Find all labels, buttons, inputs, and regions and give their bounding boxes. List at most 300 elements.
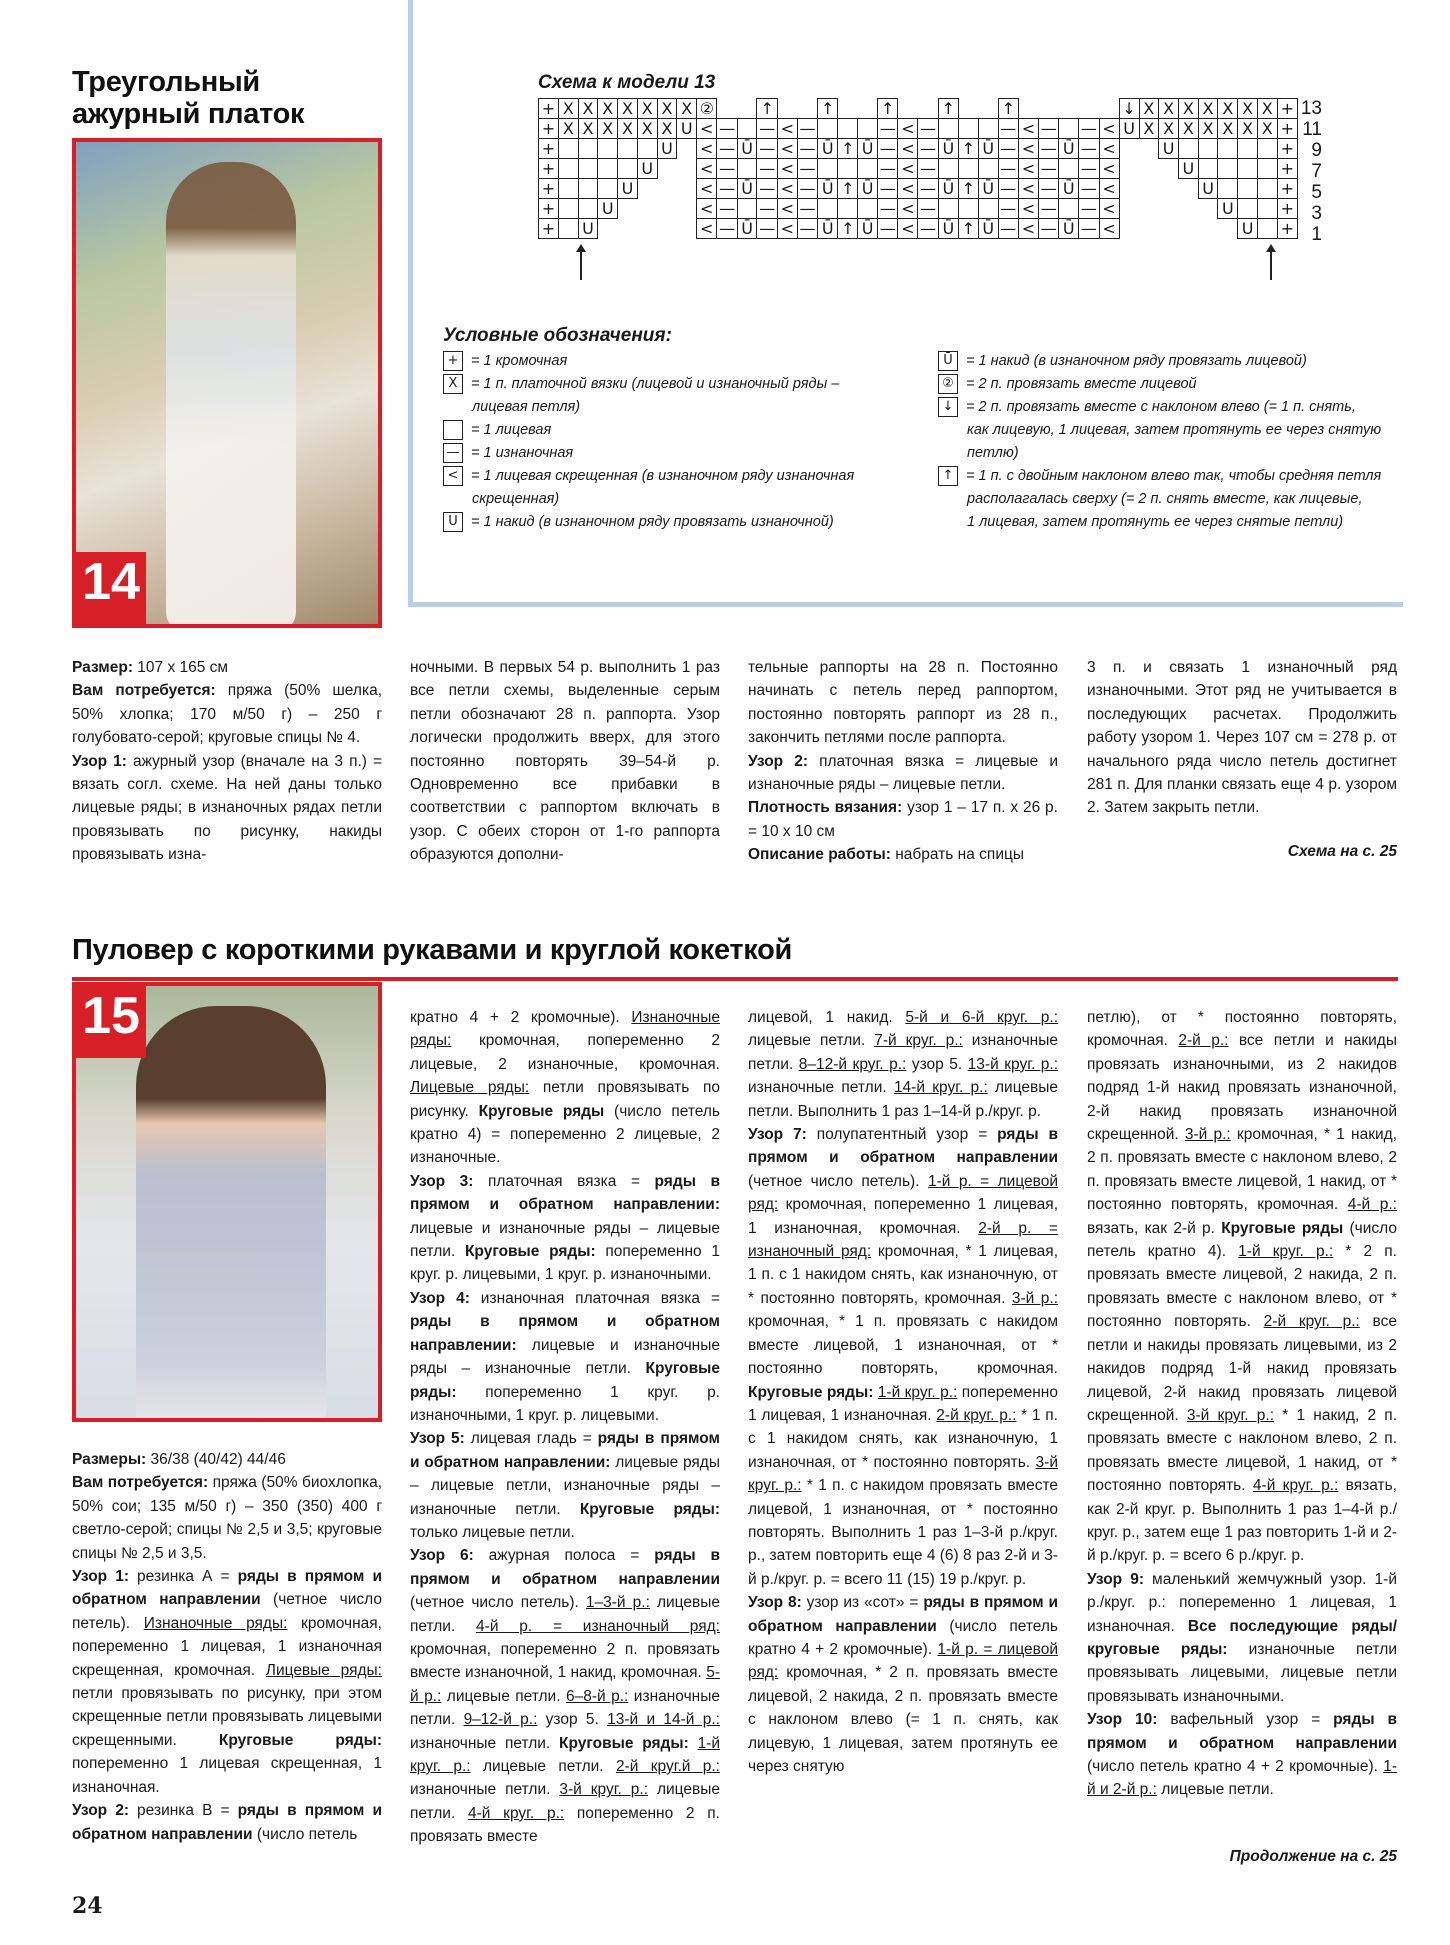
chart-cell: X [559,119,579,139]
chart-cell: + [539,119,559,139]
chart-cell: X [657,99,677,119]
chart-cell: — [918,159,938,179]
chart-cell: X [1178,99,1198,119]
legend-item: ② = 2 п. провязать вместе лицевой [938,373,1388,396]
chart-cell: — [1039,119,1059,139]
chart-cell: Ū [818,219,838,239]
chart-cell: Ū [737,139,757,159]
section-divider [72,977,1398,981]
chart-cell [737,99,757,119]
chart-cell [677,219,697,239]
model15-number-badge: 15 [76,986,146,1058]
chart-cell [737,159,757,179]
chart-cell: U [1178,159,1198,179]
legend-item: ↑ = 1 п. с двойным наклоном влево так, чтобы средняя петля [938,465,1388,488]
chart-cell [1139,159,1159,179]
chart-cell [978,159,998,179]
chart-cell: X [618,119,638,139]
chart-cell [1257,219,1277,239]
chart-cell: X [598,99,618,119]
chart-cell [657,159,677,179]
page-number: 24 [72,1893,103,1919]
chart-cell: < [898,199,918,219]
chart-cell [1119,199,1139,219]
chart-cell: Ū [978,179,998,199]
chart-cell: Ū [938,139,958,159]
chart-cell [1119,179,1139,199]
chart-cell: U [1238,219,1258,239]
chart-cell [898,99,918,119]
chart-cell: — [1039,179,1059,199]
chart-cell: — [878,139,898,159]
row-number: 7 [1311,161,1322,182]
chart-cell [938,199,958,219]
chart-cell: Ū [938,219,958,239]
chart-cell [1238,139,1258,159]
double-decrease-icon: ↑ [938,466,958,486]
chart-cell [578,199,598,219]
chart-cell: < [697,119,717,139]
chart-cell [938,119,958,139]
chart-cell [637,199,657,219]
chart-cell [1238,199,1258,219]
chart-cell: < [898,219,918,239]
chart-cell [1059,99,1079,119]
legend-right: Ū = 1 накид (в изнаночном ряду провязать лицевой) ② = 2 п. провязать вместе лицевой ↓ = 2 п. провязать вместе с наклоном влево (= 1 п. снять, как лицевую, 1 лицевая, затем протянуть ее через снятую петлю) ↑ = 1 п. с двойным наклоном влево так, чтобы средняя петля располагалась сверху (= 2 п. снять вместе, как лицевые, 1 лицевая, затем протянуть ее через снятые петли) [938,350,1388,534]
chart-cell [677,139,697,159]
repeat-end-arrow-head [1266,244,1276,252]
model14-column-3: тельные раппорты на 28 п. Постоянно начинать с петель перед раппортом, постоянно повторять раппорт из 28 п., закончить петлями после раппорта. Узор 2: платочная вязка = лицевые и изнаночные ряды – лицевые петли. Плотность вязания: узор 1 – 17 п. х 26 р. = 10 х 10 см Описание работы: набрать на спицы [748,659,1059,864]
chart-cell: < [1019,199,1039,219]
chart-cell: Ū [737,179,757,199]
chart-cell [958,119,978,139]
chart-cell: U [1119,119,1139,139]
chart-cell: U [578,219,598,239]
chart-cell [657,179,677,199]
ssk-icon: ↓ [938,397,958,417]
chart-cell: — [998,199,1018,219]
chart-row [539,159,1298,179]
chart-cell [598,159,618,179]
chart-cell: — [797,119,817,139]
chart-cell: — [1079,199,1099,219]
model14-number-badge: 14 [76,552,146,624]
chart-cell: — [717,219,737,239]
chart-cell [559,199,579,219]
chart-cell: Ū [1059,219,1079,239]
chart-cell [1019,99,1039,119]
chart-cell: — [1079,139,1099,159]
chart-cell [578,139,598,159]
chart-row [539,219,1298,239]
chart-cell: — [797,139,817,159]
model15-continued-note: Продолжение на с. 25 [1229,1848,1397,1865]
chart-row [539,99,1298,119]
chart-cell: Ū [1059,139,1079,159]
chart-cell [818,159,838,179]
chart-cell: < [697,199,717,219]
chart-cell: ↑ [838,219,858,239]
chart-cell: X [598,119,618,139]
chart-cell: Ū [1059,179,1079,199]
chart-cell [938,159,958,179]
chart-cell [1099,99,1119,119]
chart-cell: U [677,119,697,139]
chart-cell [717,99,737,119]
chart-cell: — [717,159,737,179]
chart-cell: Ū [978,139,998,159]
model14-photo [72,138,382,628]
chart-cell: — [757,159,777,179]
chart-cell: — [757,139,777,159]
chart-cell: — [797,179,817,199]
chart-cell [777,99,797,119]
model-figure [136,1006,326,1422]
chart-cell [1139,219,1159,239]
chart-cell: ② [697,99,717,119]
legend-title: Условные обозначения: [443,325,672,346]
chart-cell: X [578,119,598,139]
legend-item: Ū = 1 накид (в изнаночном ряду провязать лицевой) [938,350,1388,373]
chart-cell: — [717,199,737,219]
knit-stitch-icon [443,420,463,440]
chart-cell [1238,159,1258,179]
chart-cell [1059,119,1079,139]
chart-cell [598,179,618,199]
chart-cell: Ū [818,179,838,199]
chart-cell: < [777,179,797,199]
chart-cell [1257,199,1277,219]
chart-cell: Ū [818,139,838,159]
chart-cell [578,179,598,199]
chart-cell: < [1099,139,1119,159]
chart-cell: X [1238,99,1258,119]
chart-cell [838,119,858,139]
chart-cell [618,139,638,159]
chart-cell [598,139,618,159]
row-number: 9 [1311,140,1322,161]
chart-cell [677,179,697,199]
chart-cell: X [578,99,598,119]
chart-cell [1198,159,1218,179]
chart-cell: < [898,179,918,199]
chart-cell [1198,139,1218,159]
yarn-over-knit-icon: Ū [938,351,958,371]
chart-cell: < [1019,179,1039,199]
repeat-start-arrow-icon [580,248,582,280]
chart-cell: < [898,119,918,139]
chart-cell [978,99,998,119]
legend-item: X = 1 п. платочной вязки (лицевой и изнаночный ряды – [443,373,913,396]
model14-column-4: 3 п. и связать 1 изнаночный ряд изнаночными. Этот ряд не учитывается в последующих расчетах. Продолжить работу узором 1. Через 107 см = 278 р. от начального ряда число петель достигнет 281 п. Для планки связать еще 4 р. узором 2. Затем закрыть петли. [1087,659,1397,817]
chart-cell: X [1238,119,1258,139]
model-figure [166,162,296,628]
chart-cell [1159,179,1179,199]
chart-cell: ↑ [958,139,978,159]
chart-cell: — [878,199,898,219]
chart-cell: — [797,219,817,239]
chart-cell: — [757,179,777,199]
chart-cell: — [878,159,898,179]
legend-item: — = 1 изнаночная [443,442,913,465]
chart-cell: — [998,139,1018,159]
chart-cell: U [1218,199,1238,219]
chart-cell: U [1159,139,1179,159]
chart-cell: — [918,119,938,139]
chart-cell [1218,139,1238,159]
chart-row-numbers [1292,98,1322,245]
chart-cell [978,119,998,139]
chart-cell [1059,199,1079,219]
chart-cell [958,159,978,179]
chart-cell: — [878,119,898,139]
chart-cell: + [1277,139,1297,159]
purl-stitch-icon: — [443,443,463,463]
chart-cell: < [777,139,797,159]
chart-cell [559,139,579,159]
chart-cell [1178,199,1198,219]
model15-photo [72,982,382,1422]
chart-cell [737,119,757,139]
chart-cell [637,179,657,199]
chart-cell [1257,139,1277,159]
chart-cell: — [1079,179,1099,199]
chart-cell: < [898,139,918,159]
chart-cell: + [539,179,559,199]
chart-cell: Ū [858,219,878,239]
chart-cell: < [1099,119,1119,139]
chart-cell: — [717,139,737,159]
chart-cell: X [677,99,697,119]
garter-stitch-icon: X [443,374,463,394]
chart-cell: + [1277,199,1297,219]
chart-cell [1059,159,1079,179]
chart-cell: < [777,159,797,179]
chart-row [539,139,1298,159]
chart-cell [618,219,638,239]
model14-column-1: Размер: 107 х 165 см Вам потребуется: пряжа (50% шелка, 50% хлопка; 170 м/50 г) – 250 г голубовато-серой; круговые спицы № 4. Узор 1: ажурный узор (вначале на 3 п.) = вязать согл. схеме. На ней даны только лицевые ряды; в изнаночных рядах петли провязывать по рисунку, накиды провязывать изна- [72,659,382,864]
chart-cell: < [777,119,797,139]
chart-cell: X [1198,99,1218,119]
legend-item: + = 1 кромочная [443,350,913,373]
chart-cell [1198,199,1218,219]
chart-cell: ↑ [878,99,898,119]
model15-title: Пуловер с короткими рукавами и круглой кокеткой [72,934,793,966]
chart-row [539,119,1298,139]
chart-cell [677,199,697,219]
chart-cell: < [777,199,797,219]
chart-cell: < [697,159,717,179]
edge-stitch-icon: + [443,351,463,371]
chart-cell [838,159,858,179]
chart-cell: — [1039,199,1059,219]
chart-cell [1139,199,1159,219]
chart-cell [1159,219,1179,239]
chart-cell [1139,139,1159,159]
chart-cell: — [998,119,1018,139]
model14-continued-note: Схема на с. 25 [1287,843,1397,860]
chart-cell: U [657,139,677,159]
chart-cell: ↑ [838,179,858,199]
chart-cell: — [797,199,817,219]
chart-cell: < [777,219,797,239]
chart-cell [637,219,657,239]
chart-cell [818,119,838,139]
chart-cell: — [757,199,777,219]
chart-cell: — [757,219,777,239]
legend-item: U = 1 накид (в изнаночном ряду провязать изнаночной) [443,511,913,534]
row-number: 13 [1300,98,1322,119]
chart-cell [598,219,618,239]
chart-cell: X [1139,119,1159,139]
knitting-chart [538,98,1298,258]
chart-cell [858,99,878,119]
chart-cell [618,199,638,219]
chart-cell: Ū [858,139,878,159]
chart-cell: < [1099,179,1119,199]
chart-cell [858,159,878,179]
chart-cell [1178,219,1198,239]
chart-cell: + [539,159,559,179]
chart-cell: < [1099,159,1119,179]
chart-cell: X [1218,119,1238,139]
chart-cell: X [1139,99,1159,119]
chart-cell: X [1178,119,1198,139]
row-number: 11 [1302,119,1322,140]
chart-cell [1119,159,1139,179]
chart-cell: — [998,159,1018,179]
chart-cell [838,199,858,219]
chart-cell: X [618,99,638,119]
chart-cell: + [539,139,559,159]
chart-cell [1079,99,1099,119]
chart-cell: < [1019,159,1039,179]
chart-cell [1119,219,1139,239]
model15-column-2: кратно 4 + 2 кромочные). Изнаночные ряды: кромочная, попеременно 2 лицевые, 2 изнаночные, кромочная. Лицевые ряды: петли провязывать по рисунку. Круговые ряды (число петель кратно 4) = попеременно 2 лицевые, 2 изнаночные. Узор 3: платочная вязка = ряды в прямом и обратном направлении: лицевые и изнаночные ряды – лицевые петли. Круговые ряды: попеременно 1 круг. р. лицевыми, 1 круг. р. изнаночными. Узор 4: изнаночная платочная вязка = ряды в прямом и обратном направлении: лицевые и изнаночные ряды – изнаночные петли. Круговые ряды: попеременно 1 круг. р. изнаночными, 1 круг. р. лицевыми. Узор 5: лицевая гладь = ряды в прямом и обратном направлении: лицевые ряды – лицевые петли, изнаночные ряды – изнаночные петли. Круговые ряды: только лицевые петли. Узор 6: ажурная полоса = ряды в прямом и обратном направлении (четное число петель). 1–3-й р.: лицевые петли. 4-й р. = изнаночный ряд: кромочная, попеременно 2 п. провязать вместе изнаночной, 1 накид, кромочная. 5-й р.: лицевые петли. 6–8-й р.: изнаночные петли. 9–12-й р.: узор 5. 13-й и 14-й р.: изнаночные петли. Круговые ряды: 1-й круг. р.: лицевые петли. 2-й круг.й р.: изнаночные петли. 3-й круг. р.: лицевые петли. 4-й круг. р.: попеременно 2 п. провязать вместе [410,1009,721,1846]
chart-cell: — [797,159,817,179]
chart-cell: — [1039,159,1059,179]
legend-item: < = 1 лицевая скрещенная (в изнаночном ряду изнаночная [443,465,913,488]
chart-cell: ↑ [958,219,978,239]
chart-row [539,179,1298,199]
model14-column-2: ночными. В первых 54 р. выполнить 1 раз все петли схемы, выделенные серым петли обозначают 28 п. раппорта. Узор логически продолжить вверх, для этого постоянно повторять 39–54-й р. Одновременно все прибавки в соответствии с раппортом включать в узор. С обеих сторон от 1-го раппорта образуются дополни- [410,659,720,864]
chart-cell [1159,159,1179,179]
chart-cell: ↑ [838,139,858,159]
chart-cell: < [1099,219,1119,239]
chart-cell: U [637,159,657,179]
chart-cell [1178,139,1198,159]
legend-item: = 1 лицевая [443,419,913,442]
chart-cell: < [1019,119,1039,139]
chart-cell [637,139,657,159]
chart-cell: — [918,139,938,159]
chart-cell: — [717,119,737,139]
chart-cell: — [1079,159,1099,179]
chart-cell: — [1079,219,1099,239]
chart-cell: Ū [737,219,757,239]
chart-cell: — [878,219,898,239]
chart-cell: X [1159,99,1179,119]
chart-cell: X [1218,99,1238,119]
chart-cell [797,99,817,119]
chart-cell: U [598,199,618,219]
chart-cell [657,219,677,239]
row-number: 5 [1311,182,1322,203]
chart-cell [1198,219,1218,239]
chart-cell: — [757,119,777,139]
chart-cell [559,179,579,199]
chart-cell: + [1277,159,1297,179]
chart-cell [858,119,878,139]
row-number: 1 [1311,224,1322,245]
chart-cell: < [1019,219,1039,239]
chart-cell [1139,179,1159,199]
legend-left: + = 1 кромочная X = 1 п. платочной вязки (лицевой и изнаночный ряды – лицевая петля) = 1 лицевая — = 1 изнаночная < = 1 лицевая скрещенная (в изнаночном ряду изнаночная скрещенная) U = 1 накид (в изнаночном ряду провязать изнаночной) [443,350,913,534]
chart-cell: + [1277,119,1297,139]
chart-cell: ↓ [1119,99,1139,119]
model15-column-1: Размеры: 36/38 (40/42) 44/46 Вам потребуется: пряжа (50% биохлопка, 50% сои; 135 м/50 г) – 350 (350) 400 г светло-серой; спицы № 2,5 и 3,5; круговые спицы № 2,5 и 3,5. Узор 1: резинка А = ряды в прямом и обратном направлении (четное число петель). Изнаночные ряды: кромочная, попеременно 1 лицевая, 1 изнаночная скрещенная, кромочная. Лицевые ряды: петли провязывать по рисунку, при этом скрещенные петли провязывать лицевыми скрещенными. Круговые ряды: попеременно 1 лицевая скрещенная, 1 изнаночная. Узор 2: резинка В = ряды в прямом и обратном направлении (число петель [72,1451,383,1843]
chart-cell: — [918,199,938,219]
model15-column-4: петлю), от * постоянно повторять, кромочная. 2-й р.: все петли и накиды провязать изнаночными, из 2 накидов подряд 1-й накид провязать изнаночной, 2-й накид провязать изнаночной скрещенной. 3-й р.: кромочная, * 1 накид, 2 п. провязать вместе с наклоном влево, 2 п. провязать вместе лицевой, 1 накид, от * постоянно повторять, кромочная. 4-й р.: вязать, как 2-й р. Круговые ряды (число петель кратно 4). 1-й круг. р.: * 2 п. провязать вместе лицевой, 2 накида, 2 п. провязать вместе с наклоном влево, от * постоянно повторять. 2-й круг. р.: все петли и накиды провязать лицевыми, из 2 накидов подряд 1-й накид провязать лицевой, 2-й накид провязать лицевой скрещенной. 3-й круг. р.: * 1 накид, 2 п. провязать вместе с наклоном влево, 2 п. провязать вместе лицевой, 1 накид, от * постоянно повторять. 4-й круг. р.: вязать, как 2-й круг. р. Выполнить 1 раз 1–4-й р./круг. р., затем еще 1 раз повторить 1-й и 2-й р./круг. р. = всего 6 р./круг. р. Узор 9: маленький жемчужный узор. 1-й р./круг. р.: попеременно 1 лицевая, 1 изнаночная. Все последующие ряды/круговые ряды: изнаночные петли провязывать лицевыми, лицевые петли провязывать изнаночными. Узор 10: вафельный узор = ряды в прямом и обратном направлении (число петель кратно 4 + 2 кромочные). 1-й и 2-й р.: лицевые петли. [1087,1009,1398,1799]
chart-cell: X [657,119,677,139]
chart-cell [1218,179,1238,199]
chart-cell [1119,139,1139,159]
chart-row [539,199,1298,219]
chart-cell [1039,99,1059,119]
chart-cell: ↑ [998,99,1018,119]
legend-item: ↓ = 2 п. провязать вместе с наклоном влево (= 1 п. снять, [938,396,1388,419]
chart-grid [538,98,1298,239]
chart-cell: X [1257,119,1277,139]
chart-cell: X [1257,99,1277,119]
scheme-title: Схема к модели 13 [538,72,716,93]
chart-cell: < [697,219,717,239]
chart-cell: ↑ [818,99,838,119]
chart-cell: — [998,179,1018,199]
chart-cell [1159,199,1179,219]
chart-cell: < [697,179,717,199]
chart-cell [958,99,978,119]
chart-cell [838,99,858,119]
chart-cell: — [918,219,938,239]
chart-cell [677,159,697,179]
chart-cell: Ū [858,179,878,199]
chart-cell: ↑ [757,99,777,119]
yarn-over-icon: U [443,512,463,532]
chart-cell: + [539,219,559,239]
row-number: 3 [1311,203,1322,224]
chart-cell: X [637,119,657,139]
chart-cell [958,199,978,219]
model14-title: Треугольный ажурный платок [72,66,305,130]
chart-cell [559,219,579,239]
chart-cell [618,159,638,179]
chart-cell: < [1019,139,1039,159]
chart-cell: < [898,159,918,179]
chart-cell: ↑ [958,179,978,199]
chart-cell [1218,219,1238,239]
chart-cell [737,199,757,219]
chart-cell [818,199,838,219]
chart-cell: < [697,139,717,159]
chart-cell [559,159,579,179]
chart-cell: Ū [978,219,998,239]
chart-cell: U [1198,179,1218,199]
twisted-knit-icon: < [443,466,463,486]
repeat-start-arrow-head [576,244,586,252]
chart-cell [858,199,878,219]
chart-cell: X [1159,119,1179,139]
